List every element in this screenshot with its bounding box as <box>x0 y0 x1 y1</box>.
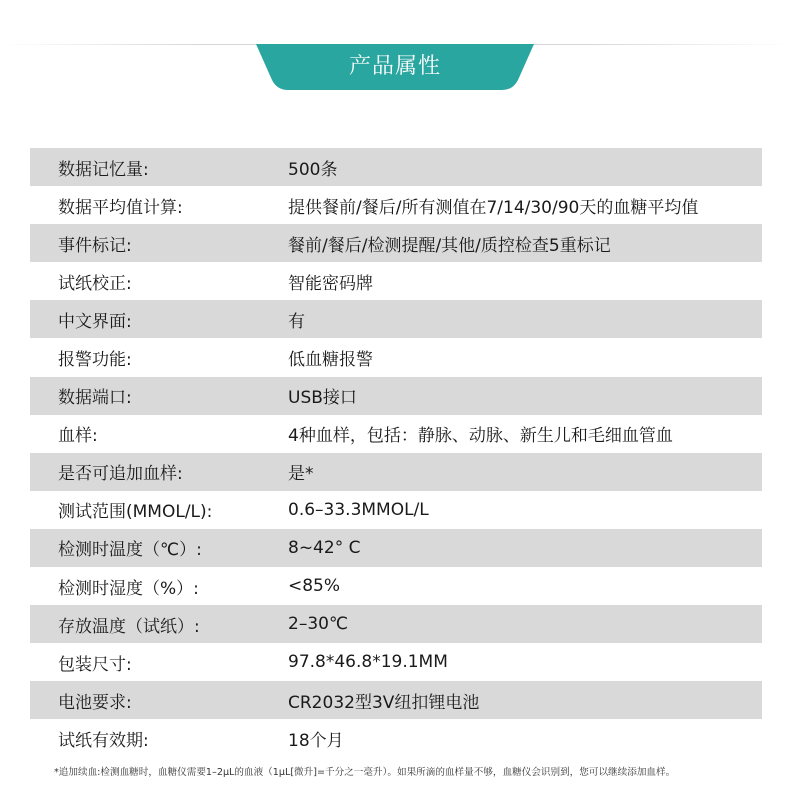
attribute-label: 数据记忆量: <box>58 159 149 180</box>
attribute-row <box>30 453 762 491</box>
attribute-label: 数据端口: <box>58 388 132 409</box>
footnote: *追加续血:检测血糖时，血糖仪需要1–2μL的血液（1μL[微升]=千分之一毫升）。如果所滴的血样量不够，血糖仪会识别到，您可以继续添加血样。 <box>54 767 676 778</box>
attribute-row <box>30 681 762 719</box>
attribute-label: 报警功能: <box>58 350 132 371</box>
section-title: 产品属性 <box>348 54 441 79</box>
attribute-row <box>30 567 762 605</box>
attribute-value: 97.8*46.8*19.1MM <box>288 652 448 673</box>
attribute-label: 是否可追加血样: <box>58 464 183 485</box>
attribute-value: <85% <box>288 576 341 597</box>
attribute-value: 提供餐前/餐后/所有测值在7/14/30/90天的血糖平均值 <box>288 197 699 218</box>
attribute-value: 2–30℃ <box>288 614 349 635</box>
attribute-row <box>30 300 762 338</box>
attribute-row <box>30 262 762 300</box>
attribute-value: 18个月 <box>288 730 344 751</box>
attribute-label: 包装尺寸: <box>58 654 132 675</box>
attribute-row <box>30 377 762 415</box>
attribute-value: 0.6–33.3MMOL/L <box>288 499 429 520</box>
attribute-label: 事件标记: <box>58 235 132 256</box>
attribute-value: USB接口 <box>288 388 357 409</box>
attribute-label: 存放温度（试纸）: <box>58 616 200 637</box>
attribute-value: 8~42° C <box>288 537 361 558</box>
attribute-label: 数据平均值计算: <box>58 197 183 218</box>
attribute-label: 试纸校正: <box>58 273 132 294</box>
section-banner <box>256 44 534 90</box>
attribute-value: 智能密码牌 <box>288 273 373 294</box>
attribute-row <box>30 224 762 262</box>
attribute-label: 电池要求: <box>58 692 132 713</box>
attribute-row <box>30 605 762 643</box>
attribute-row <box>30 643 762 681</box>
attribute-table <box>30 148 762 758</box>
attribute-value: 500条 <box>288 159 338 180</box>
attribute-row <box>30 415 762 453</box>
attribute-label: 检测时温度（℃）: <box>58 540 202 561</box>
attribute-value: 是* <box>288 464 314 485</box>
attribute-label: 检测时湿度（%）: <box>58 578 199 599</box>
attribute-value: 有 <box>288 311 305 332</box>
attribute-label: 中文界面: <box>58 311 132 332</box>
attribute-label: 试纸有效期: <box>58 730 149 751</box>
attribute-label: 测试范围(MMOL/L): <box>58 502 213 523</box>
attribute-row <box>30 529 762 567</box>
attribute-value: 低血糖报警 <box>288 350 373 371</box>
attribute-value: 餐前/餐后/检测提醒/其他/质控检查5重标记 <box>288 235 611 256</box>
attribute-value: 4种血样，包括：静脉、动脉、新生儿和毛细血管血 <box>288 426 673 447</box>
attribute-row <box>30 338 762 376</box>
attribute-value: CR2032型3V纽扣锂电池 <box>288 692 480 713</box>
attribute-row <box>30 719 762 757</box>
attribute-row <box>30 491 762 529</box>
attribute-row <box>30 148 762 186</box>
attribute-label: 血样: <box>58 426 98 447</box>
attribute-row <box>30 186 762 224</box>
